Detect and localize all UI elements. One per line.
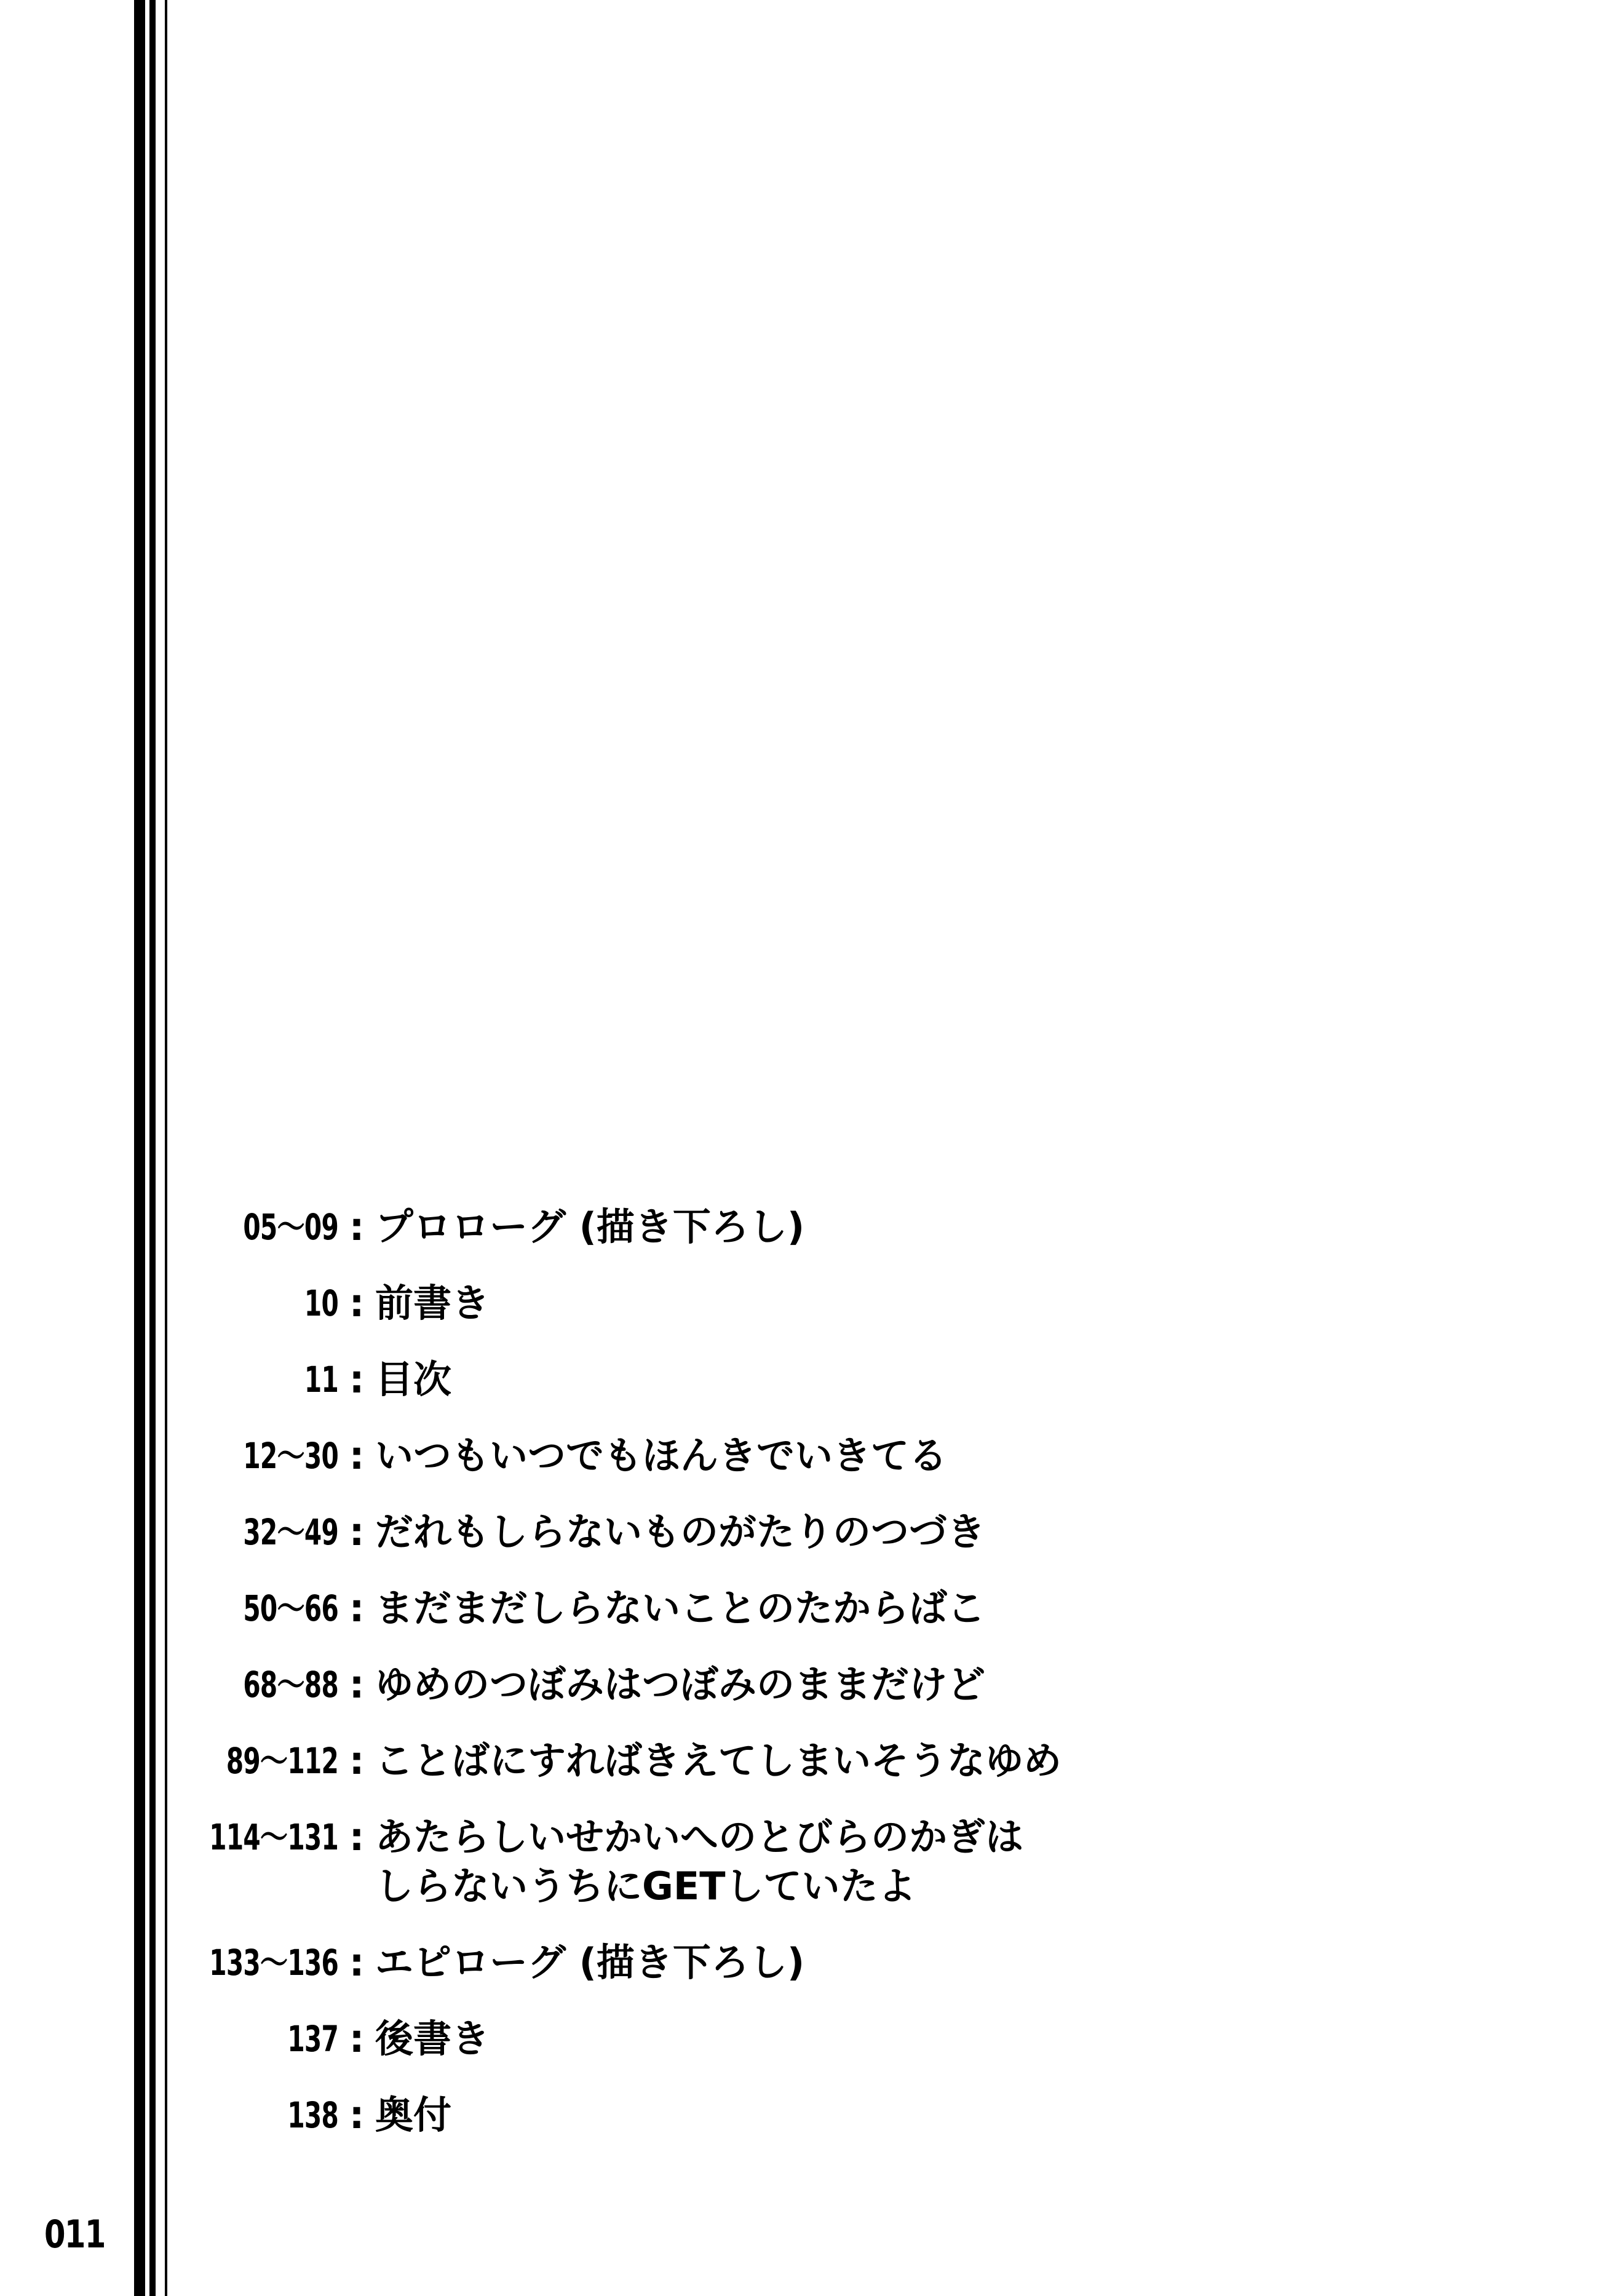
toc-page-range: 138 xyxy=(287,2094,338,2136)
toc-separator: : xyxy=(349,1281,365,1325)
toc-title: いつもいつでもほんきでいきてる xyxy=(375,1433,948,1478)
toc-page-range: 133〜136 xyxy=(209,1942,338,1984)
toc-entry xyxy=(166,1938,1519,1987)
toc-separator: : xyxy=(349,1738,365,1783)
toc-separator: : xyxy=(349,2016,365,2061)
toc-separator: : xyxy=(349,1940,365,1985)
toc-title: 後書き xyxy=(375,2016,490,2061)
toc-entry xyxy=(166,2014,1519,2064)
toc-page-range: 11 xyxy=(304,1359,338,1400)
toc-separator: : xyxy=(349,1509,365,1554)
toc-page-range: 50〜66 xyxy=(243,1587,338,1629)
toc-title: エピローグ (描き下ろし) xyxy=(375,1940,805,1985)
toc-entry xyxy=(166,1202,1519,1252)
toc-separator: : xyxy=(349,1433,365,1478)
toc-title: だれもしらないものがたりのつづき xyxy=(375,1509,986,1554)
toc-page-range: 89〜112 xyxy=(226,1740,338,1782)
toc-entry xyxy=(166,1355,1519,1404)
toc-entry xyxy=(166,1584,1519,1633)
toc-title: 目次 xyxy=(375,1357,452,1402)
toc-page-range: 10 xyxy=(304,1282,338,1324)
toc-page-range: 05〜09 xyxy=(243,1206,338,1248)
toc-separator: : xyxy=(349,1586,365,1631)
toc-page-range: 68〜88 xyxy=(243,1664,338,1706)
toc-page-range: 114〜131 xyxy=(209,1816,338,1858)
toc-separator: : xyxy=(349,1357,365,1402)
page-number: 011 xyxy=(44,2212,105,2257)
toc-separator: : xyxy=(349,1662,365,1707)
toc-title: まだまだしらないことのたからばこ xyxy=(375,1586,986,1631)
toc-entry xyxy=(166,2091,1519,2140)
toc-entry xyxy=(166,1279,1519,1328)
toc-page-range: 137 xyxy=(287,2018,338,2060)
toc-separator: : xyxy=(349,2092,365,2137)
toc-entry xyxy=(166,1813,1519,1911)
toc-entry xyxy=(166,1736,1519,1786)
toc-separator: : xyxy=(349,1814,365,1859)
toc-title: 前書き xyxy=(375,1281,490,1325)
toc-entry xyxy=(166,1507,1519,1557)
toc-entry xyxy=(166,1431,1519,1480)
toc-page-range: 32〜49 xyxy=(243,1511,338,1553)
toc-page-range: 12〜30 xyxy=(243,1435,338,1477)
toc-separator: : xyxy=(349,1204,365,1249)
toc-entry xyxy=(166,1660,1519,1709)
toc-title: ことばにすればきえてしまいそうなゆめ xyxy=(375,1738,1062,1783)
table-of-contents xyxy=(166,1202,1519,2167)
toc-title: 奥付 xyxy=(375,2092,452,2137)
toc-title: ゆめのつぼみはつぼみのままだけど xyxy=(375,1662,986,1707)
toc-title: プロローグ (描き下ろし) xyxy=(375,1204,805,1249)
left-border-line-thick xyxy=(134,0,145,2296)
left-border-line-medium xyxy=(149,0,156,2296)
toc-title: あたらしいせかいへのとびらのかぎは しらないうちにGETしていたよ xyxy=(375,1814,1024,1909)
